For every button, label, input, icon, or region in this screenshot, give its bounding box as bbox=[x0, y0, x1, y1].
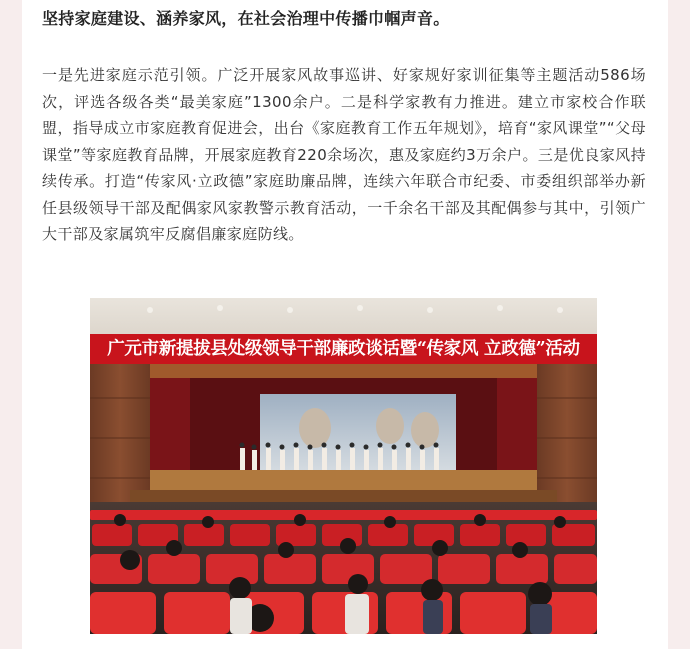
article-paragraph: 一是先进家庭示范引领。广泛开展家风故事巡讲、好家规好家训征集等主题活动586场次，评选各级各类“最美家庭”1300余户。二是科学家教有力推进。建立市家校合作联盟，指导成立市家庭教育促进会，出台《家庭教育工作五年规划》，培育“家风课堂”“父母课堂”等家庭教育品牌，开展家庭教育220余场次，惠及家庭约3万余户。三是优良家风持续传承。打造“传家风·立政德”家庭助廉品牌，连续六年联合市纪委、市委组织部举办新任县级领导干部及配偶家风家教警示教育活动，一千余名干部及其配偶参与其中，引领广大干部及家属筑牢反腐倡廉家庭防线。 bbox=[42, 66, 646, 243]
banner-text: 广元市新提拔县处级领导干部廉政谈话暨“传家风 立政德”活动 bbox=[107, 339, 580, 359]
article-page bbox=[22, 0, 668, 649]
article-heading: 坚持家庭建设、涵养家风，在社会治理中传播巾帼声音。 bbox=[42, 9, 450, 28]
event-photo bbox=[90, 298, 597, 634]
